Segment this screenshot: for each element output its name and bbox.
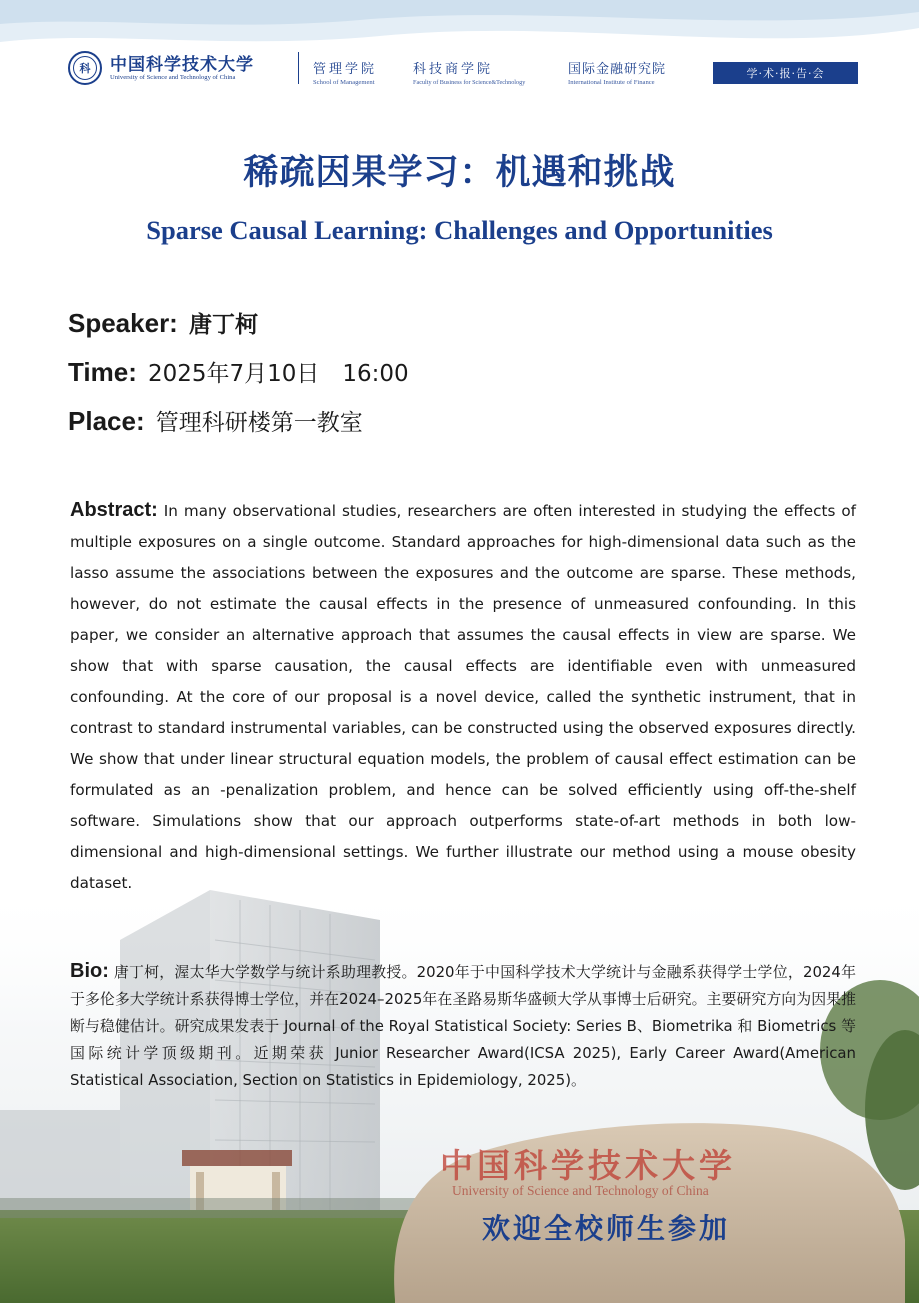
seminar-badge: 学·术·报·告·会 <box>713 62 858 84</box>
university-name-cn: 中国科学技术大学 <box>110 55 254 75</box>
stone-inscription-cn: 中国科学技术大学 <box>440 1146 736 1185</box>
title-en: Sparse Causal Learning: Challenges and Opportunities <box>146 215 773 245</box>
speaker-line <box>68 306 258 339</box>
dept-business: 科技商学院 Faculty of Business for Science&Technology <box>413 62 526 86</box>
time-line <box>68 355 409 388</box>
bio-paragraph <box>70 958 856 1094</box>
welcome-text: 欢迎全校师生参加 <box>482 1212 731 1245</box>
dept-management: 管理学院 School of Management <box>313 62 378 86</box>
stone-inscription-en: University of Science and Technology of China <box>452 1183 709 1198</box>
place-line <box>68 404 363 437</box>
place-label: Place: <box>68 406 145 436</box>
header-divider <box>298 52 299 84</box>
abstract-label: Abstract: <box>70 499 158 521</box>
abstract-text: In many observational studies, researchers are often interested in studying the effects of multiple exposures on a single outcome. Standard approaches for high-dimensional data such as the lasso assume the associations between the exposures and the outcome are sparse. These methods, however, do not estimate the causal effects in the presence of unmeasured confounding. In this paper, we consider an alternative approach that assumes the causal effects in view are sparse. We show that with sparse causation, the causal effects are identifiable even with unmeasured confounding. At the core of our proposal is a novel device, called the synthetic instrument, that in contrast to standard instrumental variables, can be constructed using the observed exposures directly. We show that under linear structural equation models, the problem of causal effect estimation can be formulated as an -penalization problem, and hence can be solved efficiently using off-the-shelf software. Simulations show that our approach outperforms state-of-art methods in both low-dimensional and high-dimensional settings. We further illustrate our method using a mouse obesity dataset. <box>70 502 857 892</box>
bio-label: Bio: <box>70 960 109 982</box>
university-seal-icon: 科 <box>68 51 102 85</box>
time-value: 2025年7月10日 16:00 <box>147 361 409 387</box>
university-name-en: University of Science and Technology of China <box>110 74 236 81</box>
speaker-label: Speaker: <box>68 308 178 338</box>
title-cn: 稀疏因果学习：机遇和挑战 <box>243 152 676 193</box>
time-label: Time: <box>68 357 137 387</box>
header <box>68 46 858 90</box>
dept-finance: 国际金融研究院 International Institute of Finance <box>568 62 667 86</box>
abstract-paragraph <box>70 495 856 899</box>
bio-text: 唐丁柯，渥太华大学数学与统计系助理教授。2020年于中国科学技术大学统计与金融系获得学士学位，2024年于多伦多大学统计系获得博士学位，并在2024–2025年在圣路易斯华盛顿大学从事博士后研究。主要研究方向为因果推断与稳健估计。研究成果发表于 Journal of the Royal Statistical Society: Series B、Biometrika 和 Biometrics 等国际统计学顶级期刊。近期荣获 Junior Researcher Award(ICSA 2025), Early Career Award(American Statistical Association, Section on Statistics in Epidemiology, 2025)。 <box>70 963 856 1089</box>
place-value: 管理科研楼第一教室 <box>155 410 363 436</box>
speaker-value: 唐丁柯 <box>188 312 258 338</box>
